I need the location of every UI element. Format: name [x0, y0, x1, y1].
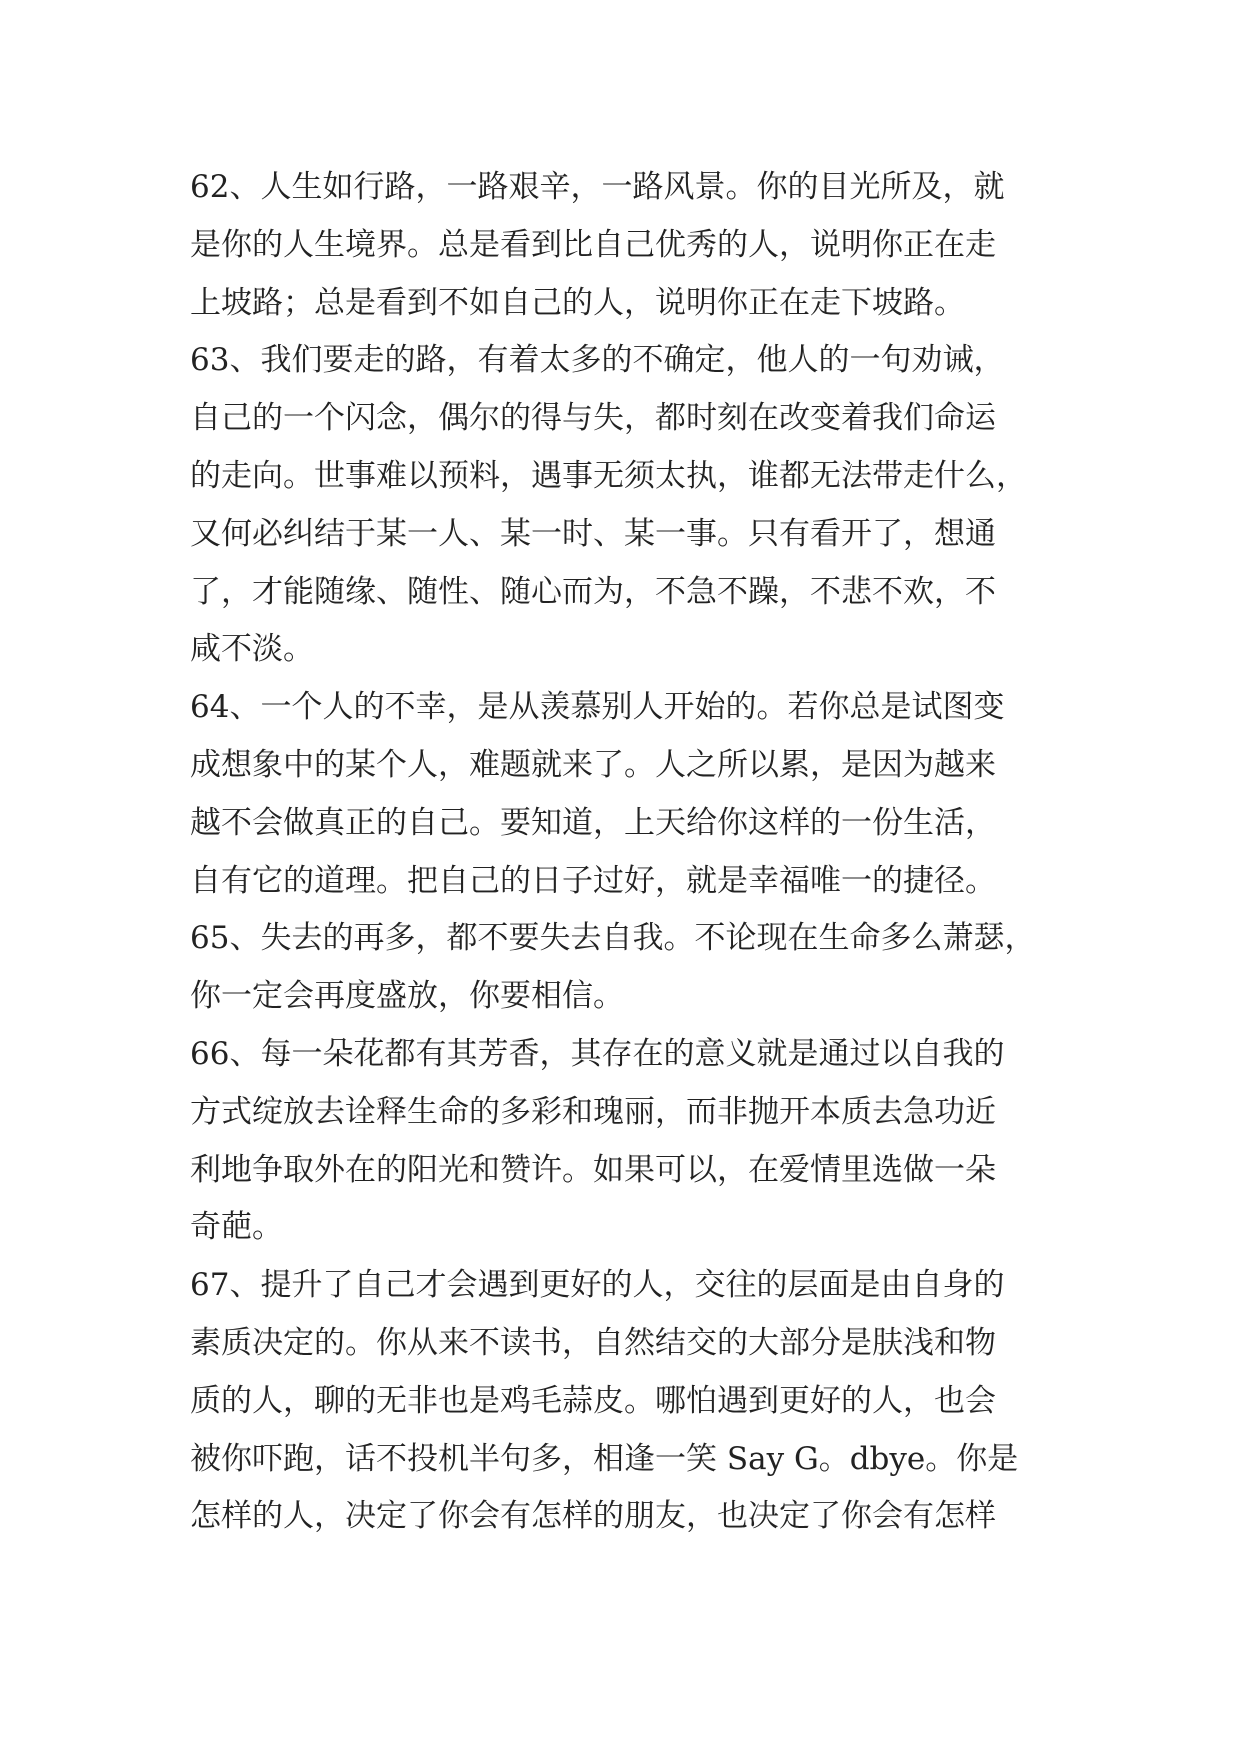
text-line: 利地争取外在的阳光和赞许。如果可以，在爱情里选做一朵 — [190, 1151, 996, 1188]
text-line: 越不会做真正的自己。要知道，上天给你这样的一份生活， — [190, 804, 996, 841]
text-line: 自有它的道理。把自己的日子过好，就是幸福唯一的捷径。 — [190, 862, 996, 899]
text-line: 素质决定的。你从来不读书，自然结交的大部分是肤浅和物 — [190, 1324, 996, 1361]
text-line: 65、失去的再多，都不要失去自我。不论现在生命多么萧瑟， — [190, 920, 1036, 957]
text-line: 是你的人生境界。总是看到比自己优秀的人，说明你正在走 — [190, 226, 996, 263]
text-line: 怎样的人，决定了你会有怎样的朋友，也决定了你会有怎样 — [190, 1498, 996, 1535]
text-line: 67、提升了自己才会遇到更好的人，交往的层面是由自身的 — [190, 1267, 1005, 1304]
text-line: 你一定会再度盛放，你要相信。 — [190, 978, 624, 1015]
text-line: 质的人，聊的无非也是鸡毛蒜皮。哪怕遇到更好的人，也会 — [190, 1382, 996, 1419]
text-line: 上坡路；总是看到不如自己的人，说明你正在走下坡路。 — [190, 284, 965, 321]
text-line: 自己的一个闪念，偶尔的得与失，都时刻在改变着我们命运 — [190, 400, 996, 437]
text-line: 方式绽放去诠释生命的多彩和瑰丽，而非抛开本质去急功近 — [190, 1093, 996, 1130]
text-line: 63、我们要走的路，有着太多的不确定，他人的一句劝诫， — [190, 342, 1005, 379]
text-line: 64、一个人的不幸，是从羡慕别人开始的。若你总是试图变 — [190, 689, 1005, 726]
text-line: 又何必纠结于某一人、某一时、某一事。只有看开了，想通 — [190, 515, 996, 552]
text-line: 成想象中的某个人，难题就来了。人之所以累，是因为越来 — [190, 746, 996, 783]
text-line: 的走向。世事难以预料，遇事无须太执，谁都无法带走什么， — [190, 457, 1027, 494]
text-line: 了，才能随缘、随性、随心而为，不急不躁，不悲不欢，不 — [190, 573, 996, 610]
text-line: 咸不淡。 — [190, 631, 314, 668]
text-line: 被你吓跑，话不投机半句多，相逢一笑 Say G。dbye。你是 — [190, 1440, 1019, 1477]
text-line: 62、人生如行路，一路艰辛，一路风景。你的目光所及，就 — [190, 169, 1005, 205]
text-line: 66、每一朵花都有其芳香，其存在的意义就是通过以自我的 — [190, 1035, 1005, 1072]
text-line: 奇葩。 — [190, 1209, 283, 1246]
document-body — [190, 159, 1060, 1546]
